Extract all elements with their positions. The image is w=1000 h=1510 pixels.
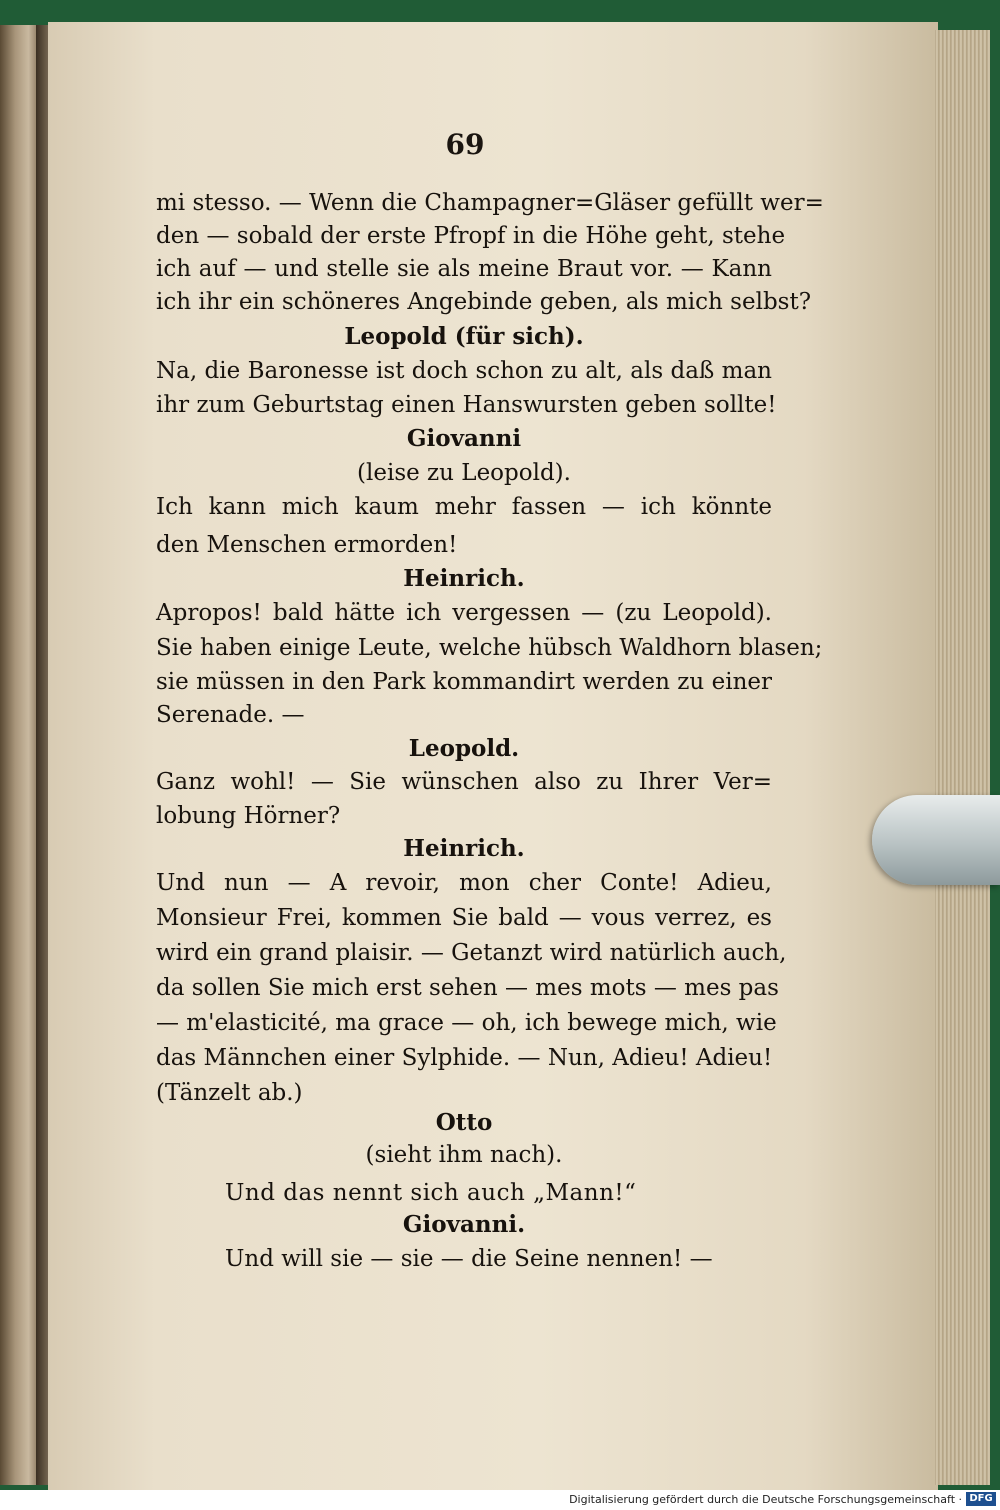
page-number: 69: [445, 128, 485, 161]
speaker-name: Leopold (für sich).: [344, 323, 584, 350]
text-line: Ganz wohl! — Sie wünschen also zu Ihrer Ver=: [156, 769, 772, 795]
text-line: das Männchen einer Sylphide. — Nun, Adieu! Adieu!: [156, 1045, 773, 1071]
text-line: lobung Hörner?: [156, 803, 341, 829]
text-line: mi stesso. — Wenn die Champagner=Gläser gefüllt wer=: [156, 190, 824, 216]
text-line: den Menschen ermorden!: [156, 532, 458, 558]
stage-direction: (Tänzelt ab.): [156, 1080, 303, 1106]
speaker-name: Otto: [435, 1109, 493, 1136]
speaker-name: Heinrich.: [403, 835, 525, 862]
text-line: Sie haben einige Leute, welche hübsch Waldhorn blasen;: [156, 635, 823, 661]
text-line: Und das nennt sich auch „Mann!“: [225, 1180, 637, 1206]
text-line: Und will sie — sie — die Seine nennen! —: [225, 1246, 713, 1272]
speaker-name: Leopold.: [408, 735, 520, 762]
text-line: Na, die Baronesse ist doch schon zu alt, als daß man: [156, 358, 772, 384]
text-line: da sollen Sie mich erst sehen — mes mots — mes pas: [156, 975, 779, 1001]
text-line: wird ein grand plaisir. — Getanzt wird natürlich auch,: [156, 940, 787, 966]
text-line: sie müssen in den Park kommandirt werden zu einer: [156, 669, 772, 695]
text-line: den — sobald der erste Pfropf in die Höhe geht, stehe: [156, 223, 786, 249]
scanner-clip: [872, 795, 1000, 885]
speaker-name: Giovanni: [406, 425, 522, 452]
text-line: Serenade. —: [156, 702, 305, 728]
text-line: Und nun — A revoir, mon cher Conte! Adieu,: [156, 870, 772, 896]
dfg-logo: DFG: [966, 1492, 996, 1506]
text-line: — m'elasticité, ma grace — oh, ich bewege mich, wie: [156, 1010, 777, 1036]
stage-direction: (leise zu Leopold).: [357, 460, 571, 486]
text-line: ihr zum Geburtstag einen Hanswursten geben sollte!: [156, 392, 777, 418]
speaker-name: Giovanni.: [402, 1211, 526, 1238]
text-line: ich auf — und stelle sie als meine Braut vor. — Kann: [156, 256, 772, 282]
text-line: ich ihr ein schöneres Angebinde geben, als mich selbst?: [156, 289, 812, 315]
previous-page-edge: [0, 25, 38, 1485]
funding-credit: Digitalisierung gefördert durch die Deutsche Forschungsgemeinschaft ·: [569, 1493, 962, 1506]
speaker-name: Heinrich.: [403, 565, 525, 592]
text-line: Monsieur Frei, kommen Sie bald — vous verrez, es: [156, 905, 772, 931]
stage-direction: (sieht ihm nach).: [365, 1142, 563, 1168]
text-line: Apropos! bald hätte ich vergessen — (zu Leopold).: [156, 600, 772, 626]
page-stack-edge: [935, 30, 990, 1485]
text-line: Ich kann mich kaum mehr fassen — ich könnte: [156, 494, 772, 520]
